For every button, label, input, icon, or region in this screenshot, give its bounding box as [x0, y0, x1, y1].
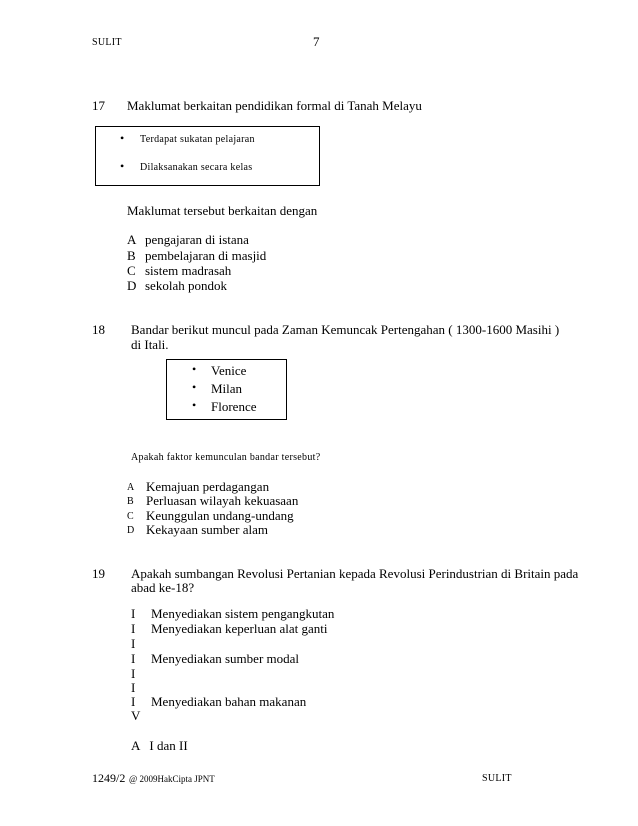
q18-city: Milan [211, 381, 243, 396]
q19-statement: Menyediakan sumber modal [151, 651, 300, 666]
q19-roman-glyph: I [131, 680, 136, 695]
q19-roman-glyph: I [131, 606, 136, 621]
q19-roman-glyph: I [131, 651, 136, 666]
q19-stem-line2: abad ke-18? [131, 580, 195, 595]
q18-option-c: Keunggulan undang-undang [146, 508, 294, 523]
page-number: 7 [313, 34, 320, 49]
q17-number: 17 [92, 98, 105, 113]
q19-statement: Menyediakan keperluan alat ganti [151, 621, 328, 636]
q19-roman-glyph: I [131, 694, 136, 709]
q19-number: 19 [92, 566, 105, 581]
bullet-icon: • [192, 362, 197, 376]
q18-option-d-letter: D [127, 525, 135, 536]
header-classification: SULIT [92, 37, 122, 48]
q17-box-item: Terdapat sukatan pelajaran [140, 134, 255, 145]
q17-stem: Maklumat berkaitan pendidikan formal di Tanah Melayu [127, 98, 422, 113]
q17-option-d: sekolah pondok [145, 278, 227, 293]
bullet-icon: • [120, 131, 125, 145]
q18-option-a: Kemajuan perdagangan [146, 479, 270, 494]
bullet-icon: • [192, 398, 197, 412]
q17-box-item: Dilaksanakan secara kelas [140, 162, 253, 173]
q18-question: Apakah faktor kemunculan bandar tersebut? [131, 452, 321, 463]
q19-roman-glyph: I [131, 636, 136, 651]
footer-paper-code: 1249/2 [92, 771, 126, 785]
footer-copyright: @ 2009HakCipta JPNT [129, 774, 215, 784]
q18-option-b: Perluasan wilayah kekuasaan [146, 493, 299, 508]
q18-stem-line2: di Itali. [131, 337, 169, 352]
q18-option-a-letter: A [127, 482, 135, 493]
q19-statement: Menyediakan bahan makanan [151, 694, 307, 709]
q17-option-a-letter: A [127, 232, 137, 247]
q18-city: Venice [211, 363, 247, 378]
bullet-icon: • [192, 380, 197, 394]
q17-option-b-letter: B [127, 248, 136, 263]
q18-option-b-letter: B [127, 496, 134, 507]
q17-option-b: pembelajaran di masjid [145, 248, 267, 263]
q17-option-c-letter: C [127, 263, 136, 278]
q18-number: 18 [92, 322, 105, 337]
q19-statement: Menyediakan sistem pengangkutan [151, 606, 335, 621]
q17-option-a: pengajaran di istana [145, 232, 249, 247]
q18-city: Florence [211, 399, 257, 414]
q17-option-c: sistem madrasah [145, 263, 232, 278]
q19-roman-glyph: I [131, 666, 136, 681]
q19-option-a: A I dan II [131, 738, 188, 753]
q19-stem-line1: Apakah sumbangan Revolusi Pertanian kepada Revolusi Perindustrian di Britain pada [131, 566, 579, 581]
q19-roman-glyph: I [131, 621, 136, 636]
q17-option-d-letter: D [127, 278, 137, 293]
q19-roman-glyph: V [131, 708, 141, 723]
q18-option-c-letter: C [127, 511, 134, 522]
q18-stem-line1: Bandar berikut muncul pada Zaman Kemuncak Pertengahan ( 1300-1600 Masihi ) [131, 322, 560, 337]
bullet-icon: • [120, 159, 125, 173]
q17-question: Maklumat tersebut berkaitan dengan [127, 203, 318, 218]
q18-option-d: Kekayaan sumber alam [146, 522, 269, 537]
footer-classification: SULIT [482, 773, 512, 784]
